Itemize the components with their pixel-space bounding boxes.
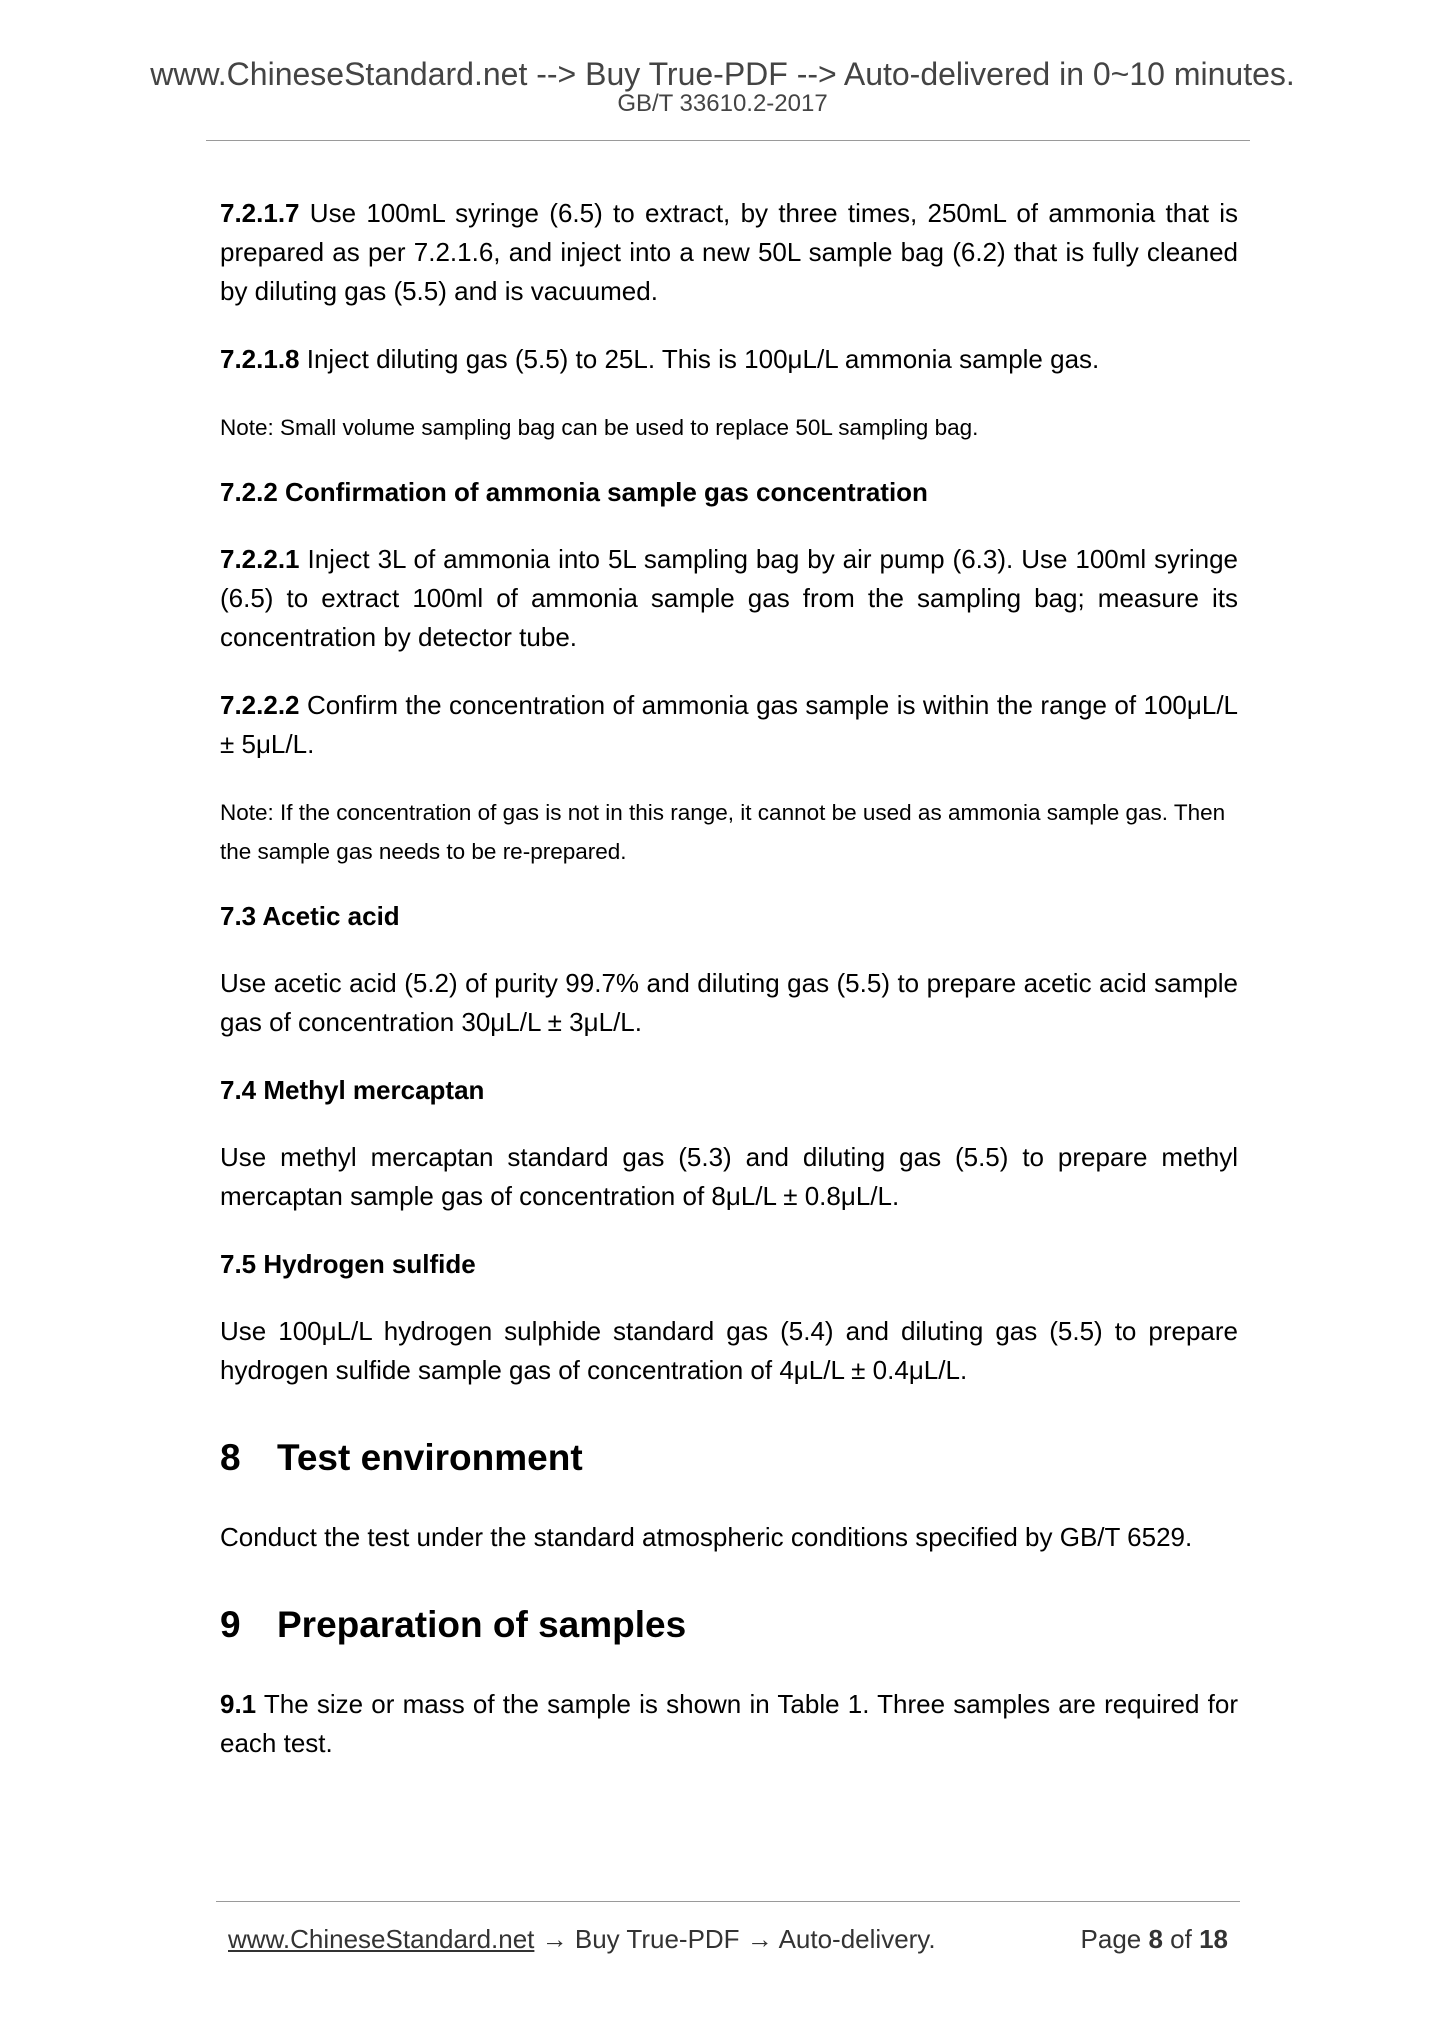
clause-7-2-1-7 <box>220 194 1238 311</box>
heading-7-2-2: 7.2.2 Confirmation of ammonia sample gas concentration <box>220 477 928 507</box>
chapter-number: 9 <box>220 1604 241 1645</box>
clause-text: The size or mass of the sample is shown in Table 1. Three samples are required for each test. <box>220 1689 1238 1758</box>
page-footer <box>228 1922 1228 1956</box>
header-banner: www.ChineseStandard.net --> Buy True-PDF --> Auto-delivered in 0~10 minutes. <box>150 56 1295 92</box>
clause-number: 7.2.2.1 <box>220 544 300 574</box>
chapter-title: Test environment <box>277 1437 583 1478</box>
current-page: 8 <box>1148 1924 1163 1954</box>
header-divider <box>206 140 1250 141</box>
clause-number: 7.2.1.8 <box>220 344 300 374</box>
clause-text: Confirm the concentration of ammonia gas sample is within the range of 100μL/L ± 5μL/L. <box>220 690 1238 759</box>
note-sampling-bag: Note: Small volume sampling bag can be used to replace 50L sampling bag. <box>220 415 979 440</box>
footer-tagline: → Buy True-PDF → Auto-delivery. <box>534 1924 936 1954</box>
heading-7-4: 7.4 Methyl mercaptan <box>220 1075 485 1105</box>
note-concentration-range: Note: If the concentration of gas is not in this range, it cannot be used as ammonia sample gas. Then the sample gas needs to be re-prepared. <box>220 800 1226 864</box>
clause-9-1 <box>220 1685 1238 1763</box>
page-label: Page <box>1080 1924 1149 1954</box>
document-body <box>220 194 1238 1792</box>
clause-text: Inject 3L of ammonia into 5L sampling bag by air pump (6.3). Use 100ml syringe (6.5) to extract 100ml of ammonia sample gas from the sampling bag; measure its concentration by detector tube. <box>220 544 1238 652</box>
clause-7-2-1-8 <box>220 340 1238 379</box>
heading-7-3: 7.3 Acetic acid <box>220 901 400 931</box>
footer-divider <box>216 1901 1240 1902</box>
page-number <box>1081 1922 1228 1956</box>
chapter-title: Preparation of samples <box>277 1604 687 1645</box>
clause-7-2-2-1 <box>220 540 1238 657</box>
clause-7-3-text: Use acetic acid (5.2) of purity 99.7% and diluting gas (5.5) to prepare acetic acid sample gas of concentration 30μL/L ± 3μL/L. <box>220 968 1238 1037</box>
clause-7-5-text: Use 100μL/L hydrogen sulphide standard gas (5.4) and diluting gas (5.5) to prepare hydrogen sulfide sample gas of concentration of 4μL/L ± 0.4μL/L. <box>220 1316 1238 1385</box>
footer-website-link[interactable]: www.ChineseStandard.net <box>228 1924 535 1954</box>
chapter-9-heading <box>220 1603 1238 1647</box>
clause-number: 7.2.1.7 <box>220 198 300 228</box>
chapter-number: 8 <box>220 1437 241 1478</box>
clause-7-4-text: Use methyl mercaptan standard gas (5.3) and diluting gas (5.5) to prepare methyl mercaptan sample gas of concentration of 8μL/L ± 0.8μL/L. <box>220 1142 1238 1211</box>
clause-text: Use 100mL syringe (6.5) to extract, by three times, 250mL of ammonia that is prepared as per 7.2.1.6, and inject into a new 50L sample bag (6.2) that is fully cleaned by diluting gas (5.5) and is vacuumed. <box>220 198 1238 306</box>
heading-7-5: 7.5 Hydrogen sulfide <box>220 1249 476 1279</box>
total-pages: 18 <box>1199 1924 1228 1954</box>
clause-7-2-2-2 <box>220 686 1238 764</box>
chapter-8-text: Conduct the test under the standard atmospheric conditions specified by GB/T 6529. <box>220 1522 1193 1552</box>
chapter-8-heading <box>220 1436 1238 1480</box>
of-label: of <box>1162 1924 1200 1954</box>
clause-text: Inject diluting gas (5.5) to 25L. This is 100μL/L ammonia sample gas. <box>299 344 1100 374</box>
clause-number: 9.1 <box>220 1689 257 1719</box>
clause-number: 7.2.2.2 <box>220 690 300 720</box>
document-id: GB/T 33610.2-2017 <box>617 90 828 117</box>
